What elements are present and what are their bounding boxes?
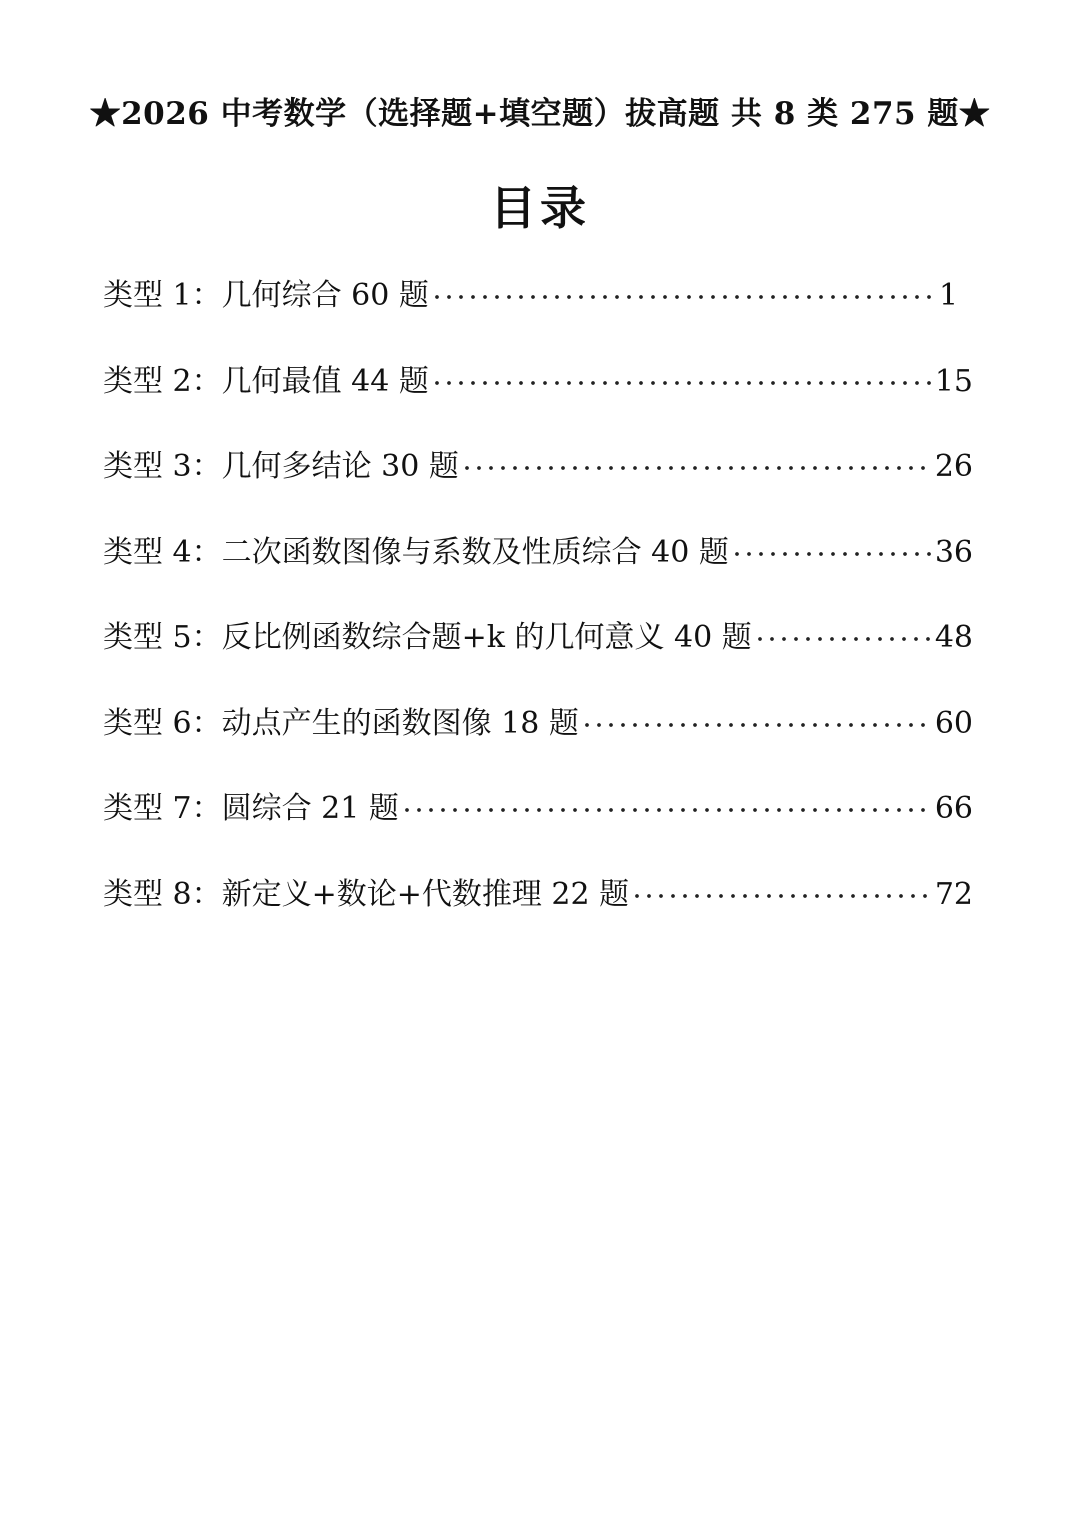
toc-entry-page: 66 [934, 791, 973, 826]
toc-entry-page: 36 [934, 534, 973, 570]
toc-entry-3[interactable] [103, 441, 973, 527]
dot-leader [401, 808, 933, 812]
toc-entry-label: 类型 5：反比例函数综合题+k 的几何意义 40 题 [103, 620, 752, 655]
toc-entry-page: 72 [934, 876, 973, 912]
toc-entry-label: 类型 6：动点产生的函数图像 18 题 [103, 705, 579, 741]
dot-leader [731, 552, 933, 556]
toc-heading: 目录 [490, 181, 590, 235]
toc-entry-8[interactable] [103, 869, 973, 955]
toc-entry-page: 48 [934, 620, 973, 655]
dot-leader [431, 295, 937, 299]
toc-entry-label: 类型 1：几何综合 60 题 [103, 278, 429, 313]
toc-entry-1[interactable] [103, 270, 973, 356]
document-title: ★2026 中考数学（选择题+填空题）拔高题 共 8 类 275 题★ [89, 96, 991, 132]
dot-leader [631, 894, 933, 898]
dot-leader [581, 723, 933, 727]
toc-entry-label: 类型 7：圆综合 21 题 [103, 791, 399, 826]
toc-entry-page: 26 [934, 449, 973, 484]
table-of-contents [103, 270, 973, 954]
toc-entry-label: 类型 4：二次函数图像与系数及性质综合 40 题 [103, 534, 729, 570]
toc-entry-page: 15 [934, 363, 973, 399]
toc-entry-page: 60 [934, 705, 973, 741]
toc-entry-4[interactable] [103, 527, 973, 613]
toc-entry-label: 类型 2：几何最值 44 题 [103, 363, 429, 399]
toc-entry-label: 类型 3：几何多结论 30 题 [103, 449, 459, 484]
dot-leader [461, 466, 933, 470]
toc-entry-6[interactable] [103, 698, 973, 784]
dot-leader [431, 381, 933, 385]
toc-entry-2[interactable] [103, 356, 973, 442]
toc-entry-page: 1 [939, 278, 959, 313]
toc-entry-5[interactable] [103, 612, 973, 698]
dot-leader [754, 637, 933, 641]
toc-entry-label: 类型 8：新定义+数论+代数推理 22 题 [103, 876, 630, 912]
toc-entry-7[interactable] [103, 783, 973, 869]
